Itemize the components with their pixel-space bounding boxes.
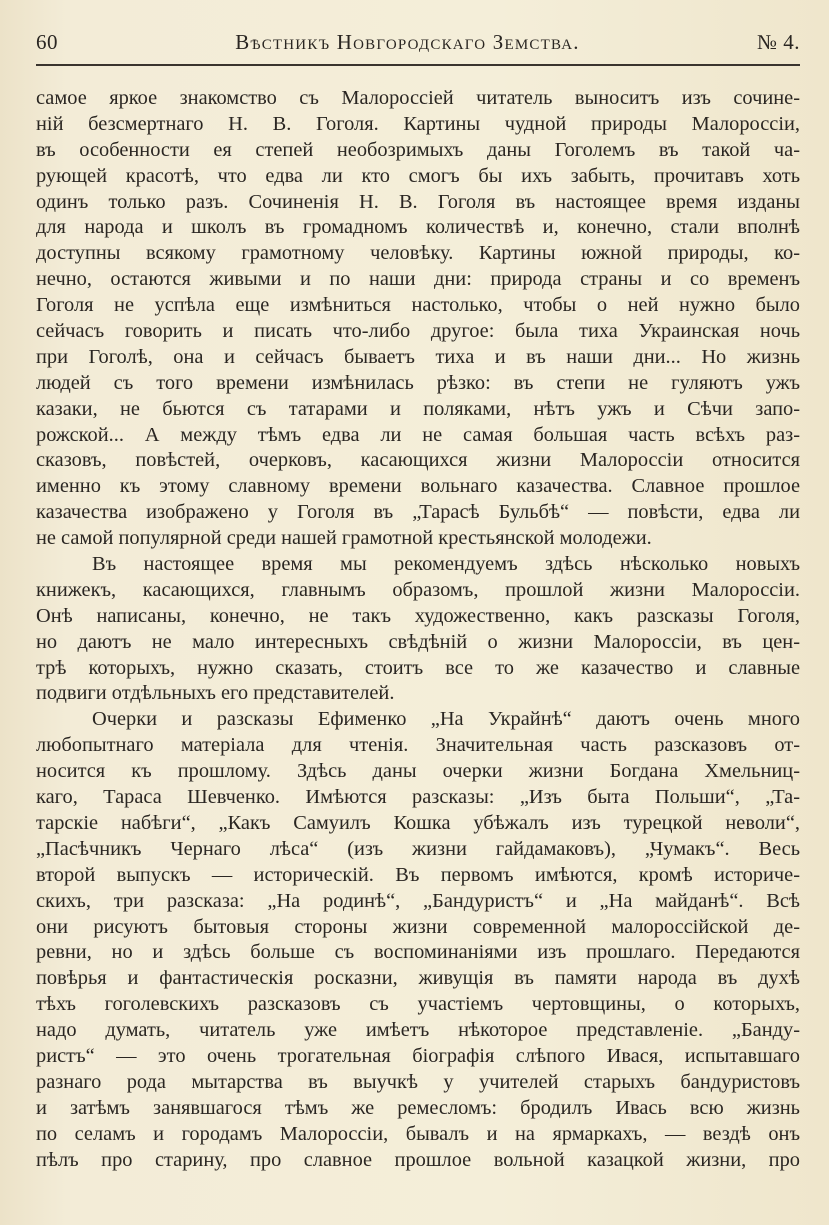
header-rule [36, 64, 800, 66]
text-line: Онѣ написаны, конечно, не такъ художественно, какъ разсказы Гоголя, [36, 604, 800, 627]
text-line: сказовъ, повѣстей, очерковъ, касающихся жизни Малороссiи относится [36, 449, 800, 472]
text-line: именно къ этому славному времени вольнаго казачества. Славное прошлое [36, 475, 800, 498]
text-line: самое яркое знакомство съ Малороссiей читатель выноситъ изъ сочине- [36, 87, 800, 109]
text-line: Гоголя не успѣла еще измѣниться настолько, чтобы о ней нужно было [36, 294, 800, 317]
text-line: Въ настоящее время мы рекомендуемъ здѣсь нѣсколько новыхъ [92, 553, 800, 576]
text-line: скихъ, три разсказа: „На родинѣ“, „Бандуристъ“ и „На майданѣ“. Всѣ [36, 889, 800, 912]
text-line: тарскiе набѣги“, „Какъ Самуилъ Кошка убѣжалъ изъ турецкой неволи“, [36, 811, 800, 834]
text-line: сейчасъ говорить и писать что-либо другое: была тиха Украинская ночь [36, 320, 800, 343]
text-line: при Гоголѣ, она и сейчасъ бываетъ тиха и въ наши дни... Но жизнь [36, 345, 800, 368]
text-line: не самой популярной среди нашей грамотной крестьянской молодежи. [36, 527, 652, 550]
text-line: пѣлъ про старину, про славное прошлое вольной казацкой жизни, про [36, 1148, 800, 1171]
body-text [36, 86, 800, 1173]
journal-title: Вѣстникъ Новгородскаго Земства. [235, 30, 580, 54]
text-line: носится къ прошлому. Здѣсь даны очерки жизни Богдана Хмельниц- [36, 760, 800, 783]
text-line: казаки, не бьются съ татарами и поляками, нѣтъ ужъ и Сѣчи запо- [36, 397, 800, 420]
text-line: доступны всякому грамотному человѣку. Картины южной природы, ко- [36, 242, 800, 265]
text-line: ристъ“ — это очень трогательная бiографiя слѣпого Ивася, испытавшаго [36, 1044, 800, 1067]
text-line: рующей красотѣ, что едва ли кто смогъ бы ихъ забыть, прочитавъ хоть [36, 164, 800, 187]
text-line: подвиги отдѣльныхъ его представителей. [36, 682, 395, 705]
text-line: Очерки и разсказы Ефименко „На Украйнѣ“ даютъ очень много [92, 708, 800, 731]
text-line: они рисуютъ бытовыя стороны жизни современной малороссiйской де- [36, 915, 800, 938]
text-line: тѣхъ гоголевскихъ разсказовъ съ участiемъ чертовщины, о которыхъ, [36, 993, 800, 1016]
text-line: и затѣмъ занявшагося тѣмъ же ремесломъ: бродилъ Ивась всю жизнь [36, 1096, 800, 1119]
text-line: но даютъ не мало интересныхъ свѣдѣнiй о жизни Малороссiи, въ цен- [36, 630, 800, 653]
running-head [36, 30, 800, 60]
text-line: одинъ только разъ. Сочиненiя Н. В. Гоголя въ настоящее время изданы [36, 190, 800, 213]
issue-number: № 4. [756, 30, 800, 54]
text-line: трѣ которыхъ, нужно сказать, стоитъ все то же казачество и славные [36, 656, 800, 679]
text-line: повѣрья и фантастическiя росказни, живущiя въ памяти народа въ духѣ [36, 967, 800, 990]
text-line: книжекъ, касающихся, главнымъ образомъ, прошлой жизни Малороссiи. [36, 578, 800, 601]
text-line: второй выпускъ — историческiй. Въ первомъ имѣются, кромѣ историче- [36, 863, 800, 886]
page-number: 60 [36, 30, 58, 54]
text-line: каго, Тараса Шевченко. Имѣются разсказы: „Изъ быта Польши“, „Та- [36, 786, 800, 809]
text-line: любопытнаго матерiала для чтенiя. Значительная часть разсказовъ от- [36, 734, 800, 757]
text-line: по селамъ и городамъ Малороссiи, бывалъ и на ярмаркахъ, — вездѣ онъ [36, 1122, 800, 1145]
text-line: „Пасѣчникъ Чернаго лѣса“ (изъ жизни гайдамаковъ), „Чумакъ“. Весь [36, 837, 800, 860]
text-line: въ особенности ея степей необозримыхъ даны Гоголемъ въ такой ча- [36, 138, 800, 161]
text-line: разнаго рода мытарства въ выучкѣ у учителей старыхъ бандуристовъ [36, 1070, 800, 1093]
text-line: нечно, остаются живыми и по наши дни: природа страны и со временъ [36, 268, 800, 291]
text-line: ревни, но и здѣсь больше съ воспоминанiями изъ прошлаго. Передаются [36, 941, 800, 964]
text-line: рожской... А между тѣмъ едва ли не самая большая часть всѣхъ раз- [36, 423, 800, 446]
text-line: надо думать, читатель уже имѣетъ нѣкоторое представленiе. „Банду- [36, 1019, 800, 1042]
text-line: для народа и школъ въ громадномъ количествѣ и, конечно, стали вполнѣ [36, 216, 800, 239]
text-line: казачества изображено у Гоголя въ „Тарасѣ Бульбѣ“ — повѣсти, едва ли [36, 501, 800, 524]
text-line: людей съ того времени измѣнилась рѣзко: въ степи не гуляютъ ужъ [36, 371, 800, 394]
text-line: нiй безсмертнаго Н. В. Гоголя. Картины чудной природы Малороссiи, [36, 112, 800, 135]
